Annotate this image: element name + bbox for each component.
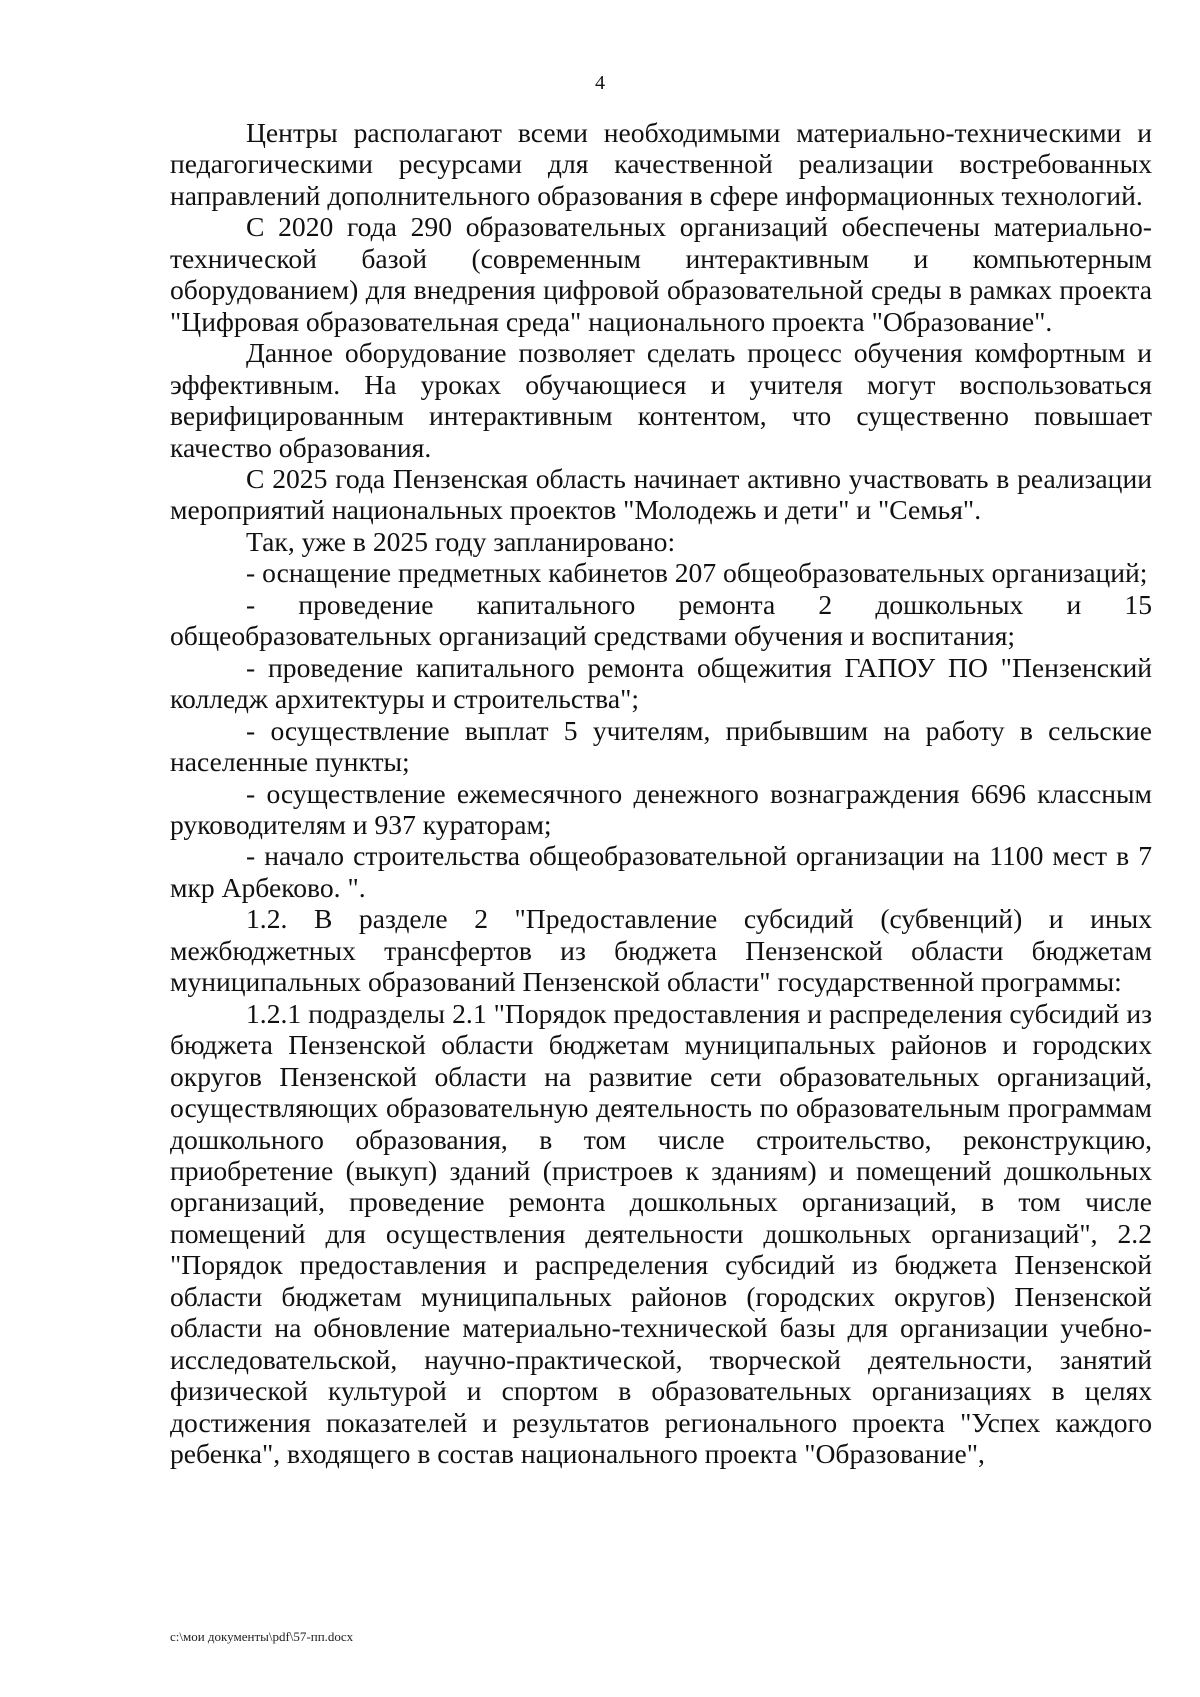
- paragraph-section-1-2: 1.2. В разделе 2 "Предоставление субсидий (субвенций) и иных межбюджетных трансфертов из бюджета Пензенской области бюджетам муниципальных образований Пензенской области" государственной программы:: [170, 903, 1152, 998]
- paragraph-equipment: Данное оборудование позволяет сделать процесс обучения комфортным и эффективным. На уроках обучающиеся и учителя могут воспользоваться верифицированным интерактивным контентом, что существенно повышает качество образования.: [170, 337, 1152, 463]
- list-item: - проведение капитального ремонта общежития ГАПОУ ПО "Пензенский колледж архитектуры и строительства";: [170, 651, 1152, 715]
- footer-file-path: c:\мои документы\pdf\57-пп.docx: [170, 1629, 354, 1644]
- paragraph-planned-intro: Так, уже в 2025 году запланировано:: [246, 525, 676, 557]
- paragraph-2025-projects: С 2025 года Пензенская область начинает активно участвовать в реализации мероприятий национальных проектов "Молодежь и дети" и "Семья".: [170, 462, 1152, 526]
- document-body: [170, 117, 1152, 1469]
- list-item: - осуществление выплат 5 учителям, прибывшим на работу в сельские населенные пункты;: [170, 714, 1152, 778]
- page-number: 4: [595, 72, 605, 94]
- paragraph-digital-environment: С 2020 года 290 образовательных организаций обеспечены материально-технической базой (современным интерактивным и компьютерным оборудованием) для внедрения цифровой образовательной среды в рамках проекта "Цифровая образовательная среда" национального проекта "Образование".: [170, 211, 1152, 337]
- paragraph-centers: Центры располагают всеми необходимыми материально-техническими и педагогическими ресурсами для качественной реализации востребованных направлений дополнительного образования в сфере информационных технологий.: [170, 117, 1152, 211]
- list-item: - начало строительства общеобразовательной организации на 1100 мест в 7 мкр Арбеково. ".: [170, 840, 1152, 903]
- list-item: - проведение капитального ремонта 2 дошкольных и 15 общеобразовательных организаций средствами обучения и воспитания;: [170, 588, 1152, 652]
- paragraph-section-1-2-1: 1.2.1 подразделы 2.1 "Порядок предоставления и распределения субсидий из бюджета Пензенской области бюджетам муниципальных районов и городских округов Пензенской области на развитие сети образовательных организаций, осуществляющих образовательную деятельность по образовательным программам дошкольного образования, в том числе строительство, реконструкцию, приобретение (выкуп) зданий (пристроев к зданиям) и помещений дошкольных организаций, проведение ремонта дошкольных организаций, в том числе помещений для осуществления деятельности дошкольных организаций", 2.2 "Порядок предоставления и распределения субсидий из бюджета Пензенской области бюджетам муниципальных районов (городских округов) Пензенской области на обновление материально-технической базы для организации учебно-исследовательской, научно-практической, творческой деятельности, занятий физической культурой и спортом в образовательных организациях в целях достижения показателей и результатов регионального проекта "Успех каждого ребенка", входящего в состав национального проекта "Образование",: [170, 997, 1152, 1470]
- list-item: - оснащение предметных кабинетов 207 общеобразовательных организаций;: [246, 557, 1148, 589]
- list-item: - осуществление ежемесячного денежного вознаграждения 6696 классным руководителям и 937 кураторам;: [170, 777, 1152, 840]
